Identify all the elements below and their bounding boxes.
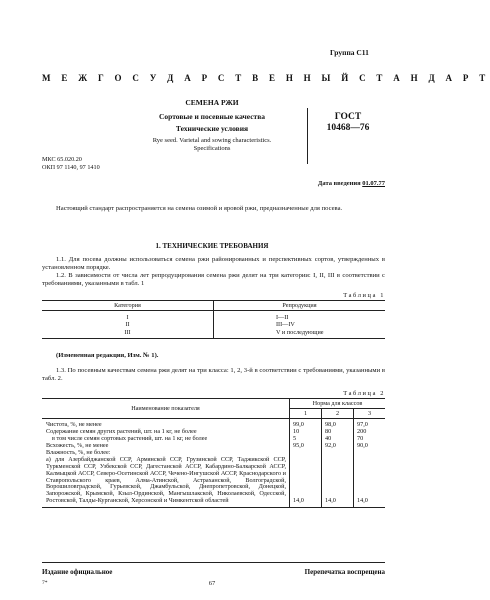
paragraph-1-1 xyxy=(42,256,385,273)
english-title-line-2: Specifications xyxy=(193,145,231,152)
table-cell: 98,0 xyxy=(322,419,354,429)
table-cell: 90,0 xyxy=(357,441,368,449)
table-cell: 70 xyxy=(357,434,364,442)
table-cell xyxy=(290,450,322,457)
page-number: 67 xyxy=(208,580,216,587)
table-cell: 14,0 xyxy=(357,497,368,505)
amendment-text: (Измененная редакция, Изм. № 1). xyxy=(56,352,159,359)
table-cell: 97,0 xyxy=(357,421,368,428)
official-edition-label: Издание официальное xyxy=(42,568,113,576)
table-row xyxy=(42,311,385,322)
gost-label: ГОСТ xyxy=(334,112,362,122)
table-cell: Влажность, %, не более: xyxy=(42,450,290,457)
table-cell: 95,0 xyxy=(290,443,322,450)
scope-text: Настоящий стандарт распространяется на семена озимой и яровой ржи, предназначенные для посева. xyxy=(56,205,343,212)
table-cell: III—IV xyxy=(276,321,295,329)
table-cell: Чистота, %, не менее xyxy=(42,419,290,429)
section-title: 1. ТЕХНИЧЕСКИЕ ТРЕБОВАНИЯ xyxy=(155,242,269,250)
title-divider xyxy=(307,108,308,164)
table-cell: II xyxy=(42,321,214,328)
scope-paragraph xyxy=(42,205,385,213)
amendment-note xyxy=(42,352,385,360)
table-cell: 5 xyxy=(290,436,322,443)
table-cell: 99,0 xyxy=(290,419,322,429)
document-subtitle: Сортовые и посевные качества xyxy=(158,112,266,121)
introduction-date xyxy=(0,180,385,187)
table-cell: 80 xyxy=(322,429,354,436)
table-cell: Содержание семян других растений, шт. на 1 кг, не более xyxy=(42,429,290,436)
paragraph-1-2-text: 1.2. В зависимости от числа лет репродуцирования семена ржи делят на три категории: I, II, III в соответствии с требованиями, указанными в табл. 1 xyxy=(42,272,385,288)
table-1-header-reproduction: Репродукция xyxy=(214,301,386,311)
introduction-date-label: Дата введения xyxy=(317,180,361,187)
okp-code: ОКП 97 1140, 97 1410 xyxy=(42,164,100,171)
table-cell: 10 xyxy=(290,429,322,436)
standard-type-header: М Е Ж Г О С У Д А Р С Т В Е Н Н Ы Й С Т А Н Д А Р Т xyxy=(42,73,490,83)
paragraph-1-3 xyxy=(42,367,385,384)
table-2-header-norm: Норма для классов xyxy=(290,399,386,409)
table-1-caption: Таблица 1 xyxy=(343,292,385,299)
table-cell: I—II xyxy=(276,314,289,321)
gost-number: 10468—76 xyxy=(326,122,370,133)
table-cell: V и последующие xyxy=(276,328,324,336)
document-title: СЕМЕНА РЖИ xyxy=(185,98,239,107)
table-2-header-class-2: 2 xyxy=(322,409,354,419)
table-cell: III xyxy=(42,329,214,339)
table-row xyxy=(42,457,385,508)
table-1 xyxy=(42,300,385,339)
table-2-header-class-1: 1 xyxy=(290,409,322,419)
paragraph-1-2 xyxy=(42,272,385,289)
table-cell xyxy=(354,450,386,457)
table-2 xyxy=(42,398,385,508)
table-cell: 14,0 xyxy=(290,457,322,508)
table-cell: а) для Азербайджанской ССР, Армянской ССР, Грузинской ССР, Таджикской ССР, Туркменской ССР, Узбекской ССР, Дагестанской АССР, Кабардино-Балкарской АССР, Калмыцкой АССР, Северо-Осетинской АССР, Чечено-Ингушской АССР, Краснодарского и Ставропольского краев, Алма-Атинской, Астраханской, Волгоградской, Ворошиловградской, Гурьевской, Джамбульской, Днепропетровской, Донецкой, Запорожской, Крымской, Кзыл-Ординской, Мангышлакской, Николаевской, Одесской, Ростовской, Талды-Курганской, Херсонской и Чимкентской областей xyxy=(42,457,290,508)
paragraph-1-1-text: 1.1. Для посева должны использоваться семена ржи районированных и перспективных сортов, утвержденных в установленном порядке. xyxy=(42,256,385,272)
document-subtitle-2: Технические условия xyxy=(175,124,249,133)
mks-code: МКС 65.020.20 xyxy=(42,156,82,163)
table-cell: 40 xyxy=(322,436,354,443)
table-cell: Всхожесть, %, не менее xyxy=(42,443,290,450)
paragraph-1-3-text: 1.3. По посевным качествам семена ржи делят на три класса: 1, 2, 3-й в соответствии с требованиями, указанными в табл. 2. xyxy=(42,367,385,383)
table-1-header-category: Категория xyxy=(42,301,214,311)
table-cell: I xyxy=(42,311,214,322)
table-row xyxy=(42,321,385,328)
table-2-header-name: Наименование показателя xyxy=(42,399,290,419)
table-cell: 200 xyxy=(357,427,367,435)
introduction-date-value: 01.07.77 xyxy=(362,180,385,187)
table-cell: в том числе семян сортовых растений, шт. на 1 кг, не более xyxy=(42,436,290,443)
english-title-line-1: Rye seed. Varietal and sowing characteristics. xyxy=(152,137,272,144)
group-label: Группа С11 xyxy=(330,48,369,57)
signature-mark: 7* xyxy=(42,580,48,586)
reprint-prohibited-label: Перепечатка воспрещена xyxy=(304,568,385,576)
table-cell: 92,0 xyxy=(322,443,354,450)
table-cell xyxy=(322,450,354,457)
table-2-caption: Таблица 2 xyxy=(343,390,385,397)
footer-divider xyxy=(42,562,385,563)
gost-code xyxy=(318,112,378,134)
table-2-header-class-3: 3 xyxy=(354,409,386,419)
table-cell: 14,0 xyxy=(322,457,354,508)
table-row xyxy=(42,329,385,339)
